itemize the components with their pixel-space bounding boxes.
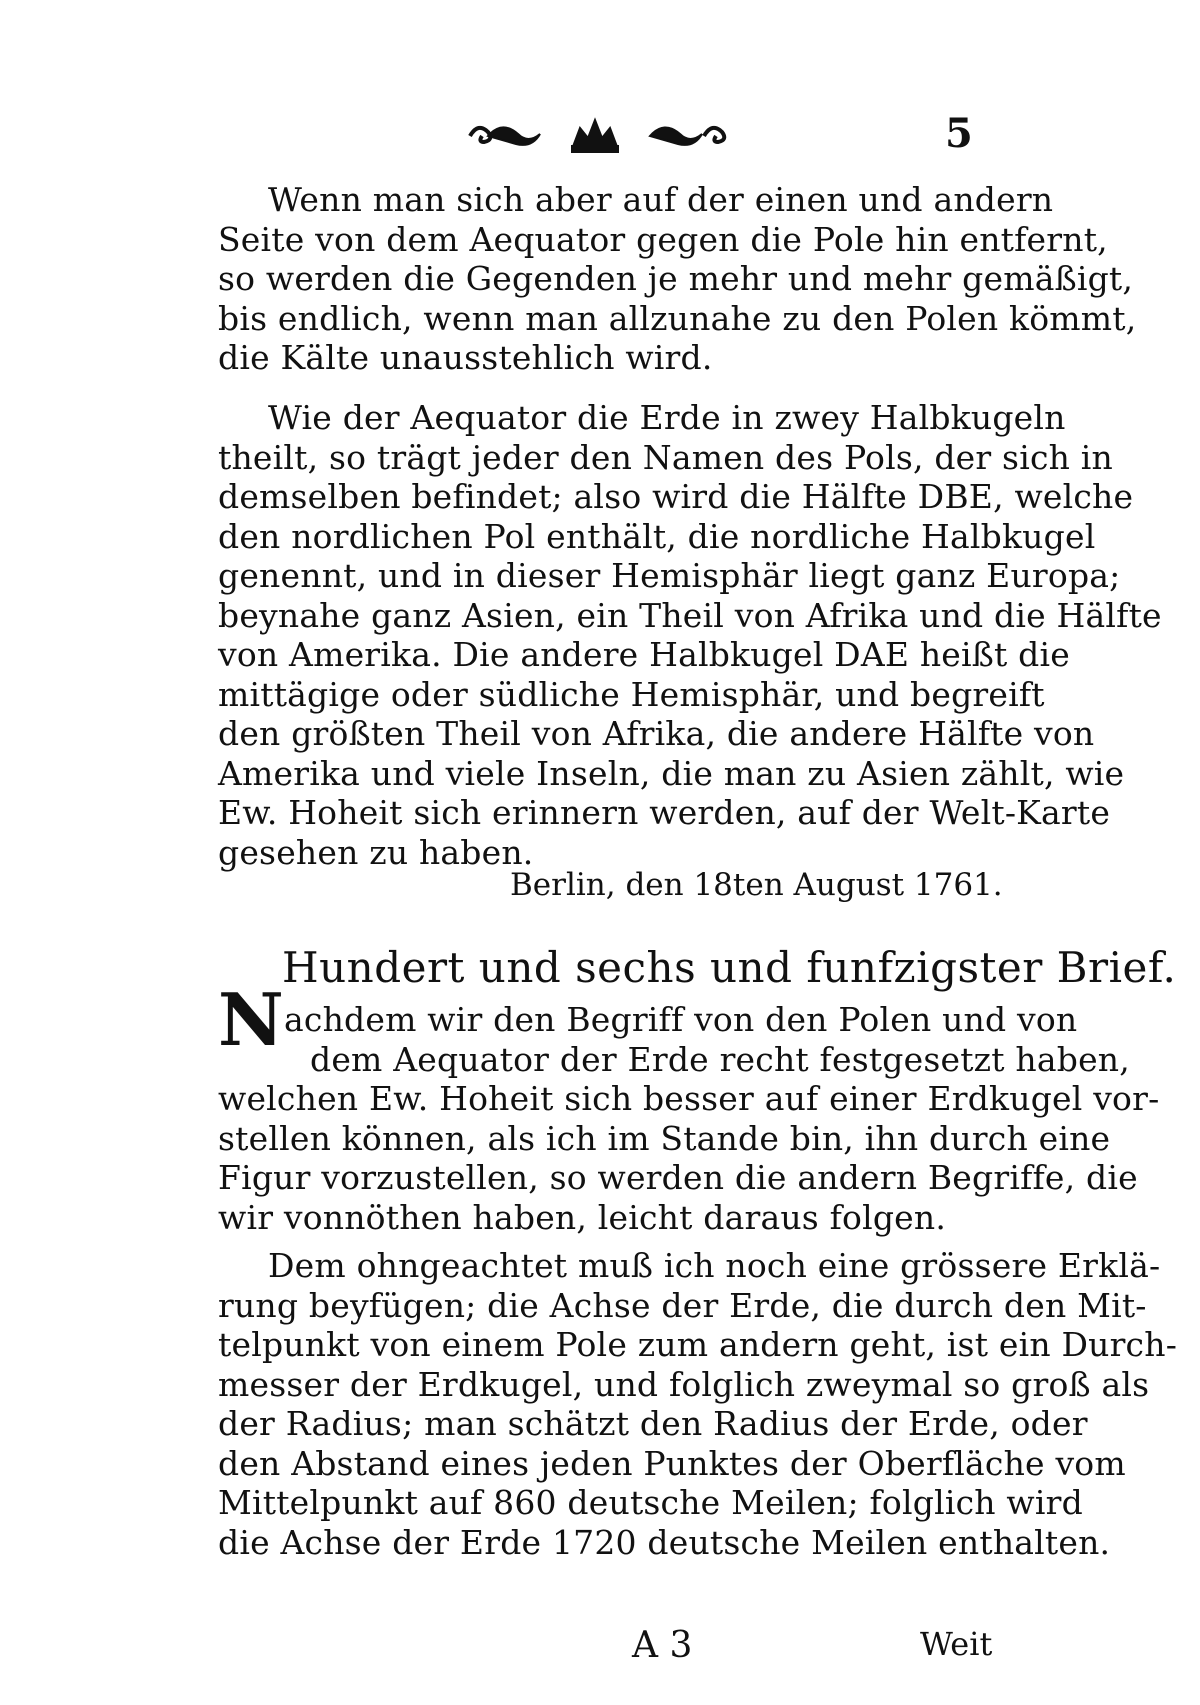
fleuron-ornament-icon [460, 112, 730, 158]
letter-paragraph-2 [218, 1246, 1178, 1562]
text-line: die Kälte unausstehlich wird. [218, 338, 713, 377]
text-line: Figur vorzustellen, so werden die andern Begriffe, die [218, 1158, 1138, 1197]
text-line: messer der Erdkugel, und folglich zweymal so groß als [218, 1364, 1150, 1404]
text-line: rung beyfügen; die Achse der Erde, die durch den Mit- [218, 1285, 1147, 1325]
text-line: die Achse der Erde 1720 deutsche Meilen enthalten. [218, 1522, 1111, 1562]
letter-heading: Hundert und sechs und funfzigster Brief. [282, 943, 1177, 992]
text-line-rest: achdem wir den Begriff von den Polen und von [284, 1000, 1078, 1039]
text-line: Dem ohngeachtet muß ich noch eine grössere Erklä- [268, 1246, 1161, 1285]
text-line: gesehen zu haben. [218, 832, 534, 872]
text-line: beynahe ganz Asien, ein Theil von Afrika und die Hälfte [218, 595, 1162, 635]
text-line: stellen können, als ich im Stande bin, ihn durch eine [218, 1118, 1111, 1158]
paragraph-1 [218, 180, 1137, 378]
text-line: bis endlich, wenn man allzunahe zu den Polen kömmt, [218, 298, 1137, 338]
text-line: theilt, so trägt jeder den Namen des Pols, der sich in [218, 437, 1113, 477]
paragraph-2 [218, 398, 1162, 872]
text-line: Wie der Aequator die Erde in zwey Halbkugeln [268, 398, 1066, 437]
text-line: den nordlichen Pol enthält, die nordliche Halbkugel [218, 516, 1096, 556]
text-line: Ew. Hoheit sich erinnern werden, auf der Welt-Karte [218, 793, 1111, 832]
text-line: Seite von dem Aequator gegen die Pole hin entfernt, [218, 219, 1108, 259]
letter-paragraph-1 [218, 977, 1160, 1237]
text-line: telpunkt von einem Pole zum andern geht, ist ein Durch- [218, 1325, 1178, 1364]
text-line: so werden die Gegenden je mehr und mehr gemäßigt, [218, 259, 1134, 298]
text-line: mittägige oder südliche Hemisphär, und begreift [218, 674, 1045, 714]
drop-cap: N [218, 977, 285, 1062]
catchword: Weit [920, 1625, 993, 1663]
text-line: welchen Ew. Hoheit sich besser auf einer Erdkugel vor- [218, 1079, 1160, 1118]
text-line: Amerika und viele Inseln, die man zu Asien zählt, wie [218, 753, 1125, 793]
text-line: den größten Theil von Afrika, die andere Hälfte von [218, 714, 1095, 753]
dateline: Berlin, den 18ten August 1761. [510, 867, 1003, 903]
text-line: Wenn man sich aber auf der einen und andern [268, 180, 1054, 219]
text-line: der Radius; man schätzt den Radius der Erde, oder [218, 1404, 1088, 1443]
text-line: den Abstand eines jeden Punktes der Oberfläche vom [218, 1443, 1126, 1483]
signature-mark: A 3 [632, 1625, 693, 1666]
text-line: Mittelpunkt auf 860 deutsche Meilen; folglich wird [218, 1483, 1083, 1522]
page-number: 5 [945, 110, 973, 157]
text-line: genennt, und in dieser Hemisphär liegt ganz Europa; [218, 556, 1121, 595]
text-line: von Amerika. Die andere Halbkugel DAE heißt die [218, 635, 1070, 674]
text-line: demselben befindet; also wird die Hälfte DBE, welche [218, 477, 1134, 516]
text-line: wir vonnöthen haben, leicht daraus folgen. [218, 1197, 947, 1237]
text-line: dem Aequator der Erde recht festgesetzt haben, [310, 1039, 1130, 1079]
